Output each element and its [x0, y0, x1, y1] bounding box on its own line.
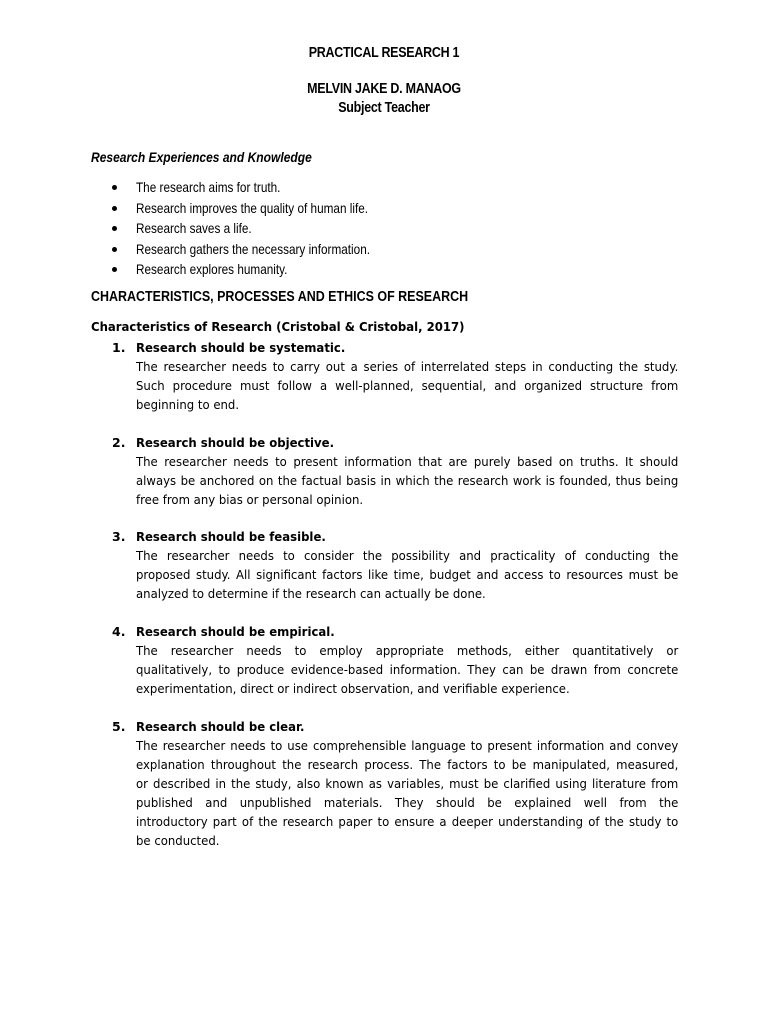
bullet-icon: [112, 226, 117, 231]
characteristics-section-heading: CHARACTERISTICS, PROCESSES AND ETHICS OF RESEARCH: [91, 289, 469, 305]
item-description: The researcher needs to consider the possibility and practicality of conducting the proposed study. All significant factors like time, budget and access to resources must be analyzed to determine if the research can actually be done.: [136, 548, 679, 601]
item-title: Research should be feasible.: [136, 529, 326, 544]
item-title: Research should be systematic.: [136, 340, 346, 355]
item-number: 2.: [112, 435, 126, 450]
document-page: PRACTICAL RESEARCH 1 MELVIN JAKE D. MANAOG Subject Teacher Research Experiences and Knowledge The research aims for truth. Research improves the quality of human life. Research saves a life. Research gathers the necessary information. Research explores humanity. CHARACTERISTICS, PROCESSES AND ETHICS OF RESEARCH Characteristics of Research (Cristobal & Cristobal, 2017) 1. Research should be systematic. The researcher needs to carry out a series of interrelated steps in conducting the study. Such procedure must follow a well-planned, sequential, and organized structure from beginning to end. 2. Research should be objective. The researcher needs to present information that are purely based on truths. It should always be anchored on the factual basis in which the research work is founded, thus being free from any bias or personal opinion. 3. Research should be feasible. The researcher needs to consider the possibility and practicality of conducting the proposed study. All significant factors like time, budget and access to resources must be analyzed to determine if the research can actually be done. 4. Research should be empirical. The researcher needs to employ appropriate methods, either quantitatively or qualitatively, to produce evidence-based information. They can be drawn from concrete experimentation, direct or indirect observation, and verifiable experience. 5. Research should be clear. The researcher needs to use comprehensible language to present information and convey explanation throughout the research process. The factors to be manipulated, measured, or described in the study, also known as variables, must be clarified using literature from published and unpublished materials. They should be explained well from the introductory part of the research paper to ensure a deeper understanding of the study to be conducted.: [0, 0, 768, 1024]
item-number: 4.: [112, 624, 126, 639]
item-title: Research should be objective.: [136, 435, 335, 450]
item-number: 1.: [112, 340, 126, 355]
bullet-icon: [112, 267, 117, 272]
item-description: The researcher needs to use comprehensible language to present information and convey explanation throughout the research process. The factors to be manipulated, measured, or described in the study, also known as variables, must be clarified using literature from published and unpublished materials. They should be explained well from the introductory part of the research paper to ensure a deeper understanding of the study to be conducted.: [136, 738, 679, 848]
teacher-name: MELVIN JAKE D. MANAOG: [307, 81, 461, 97]
item-title: Research should be empirical.: [136, 624, 335, 639]
teacher-role: Subject Teacher: [338, 100, 430, 116]
item-title: Research should be clear.: [136, 719, 305, 734]
item-description: The researcher needs to present information that are purely based on truths. It should always be anchored on the factual basis in which the research work is founded, thus being free from any bias or personal opinion.: [136, 454, 679, 507]
item-description: The researcher needs to employ appropriate methods, either quantitatively or qualitatively, to produce evidence-based information. They can be drawn from concrete experimentation, direct or indirect observation, and verifiable experience.: [136, 643, 679, 696]
bullet-icon: [112, 247, 117, 252]
bullet-icon: [112, 206, 117, 211]
item-number: 5.: [112, 719, 126, 734]
characteristics-sub-heading: Characteristics of Research (Cristobal & Cristobal, 2017): [91, 319, 465, 334]
experiences-heading: Research Experiences and Knowledge: [91, 149, 312, 165]
item-number: 3.: [112, 529, 126, 544]
course-title: PRACTICAL RESEARCH 1: [308, 45, 460, 61]
bullet-icon: [112, 185, 117, 190]
item-description: The researcher needs to carry out a series of interrelated steps in conducting the study. Such procedure must follow a well-planned, sequential, and organized structure from beginning to end.: [136, 359, 679, 412]
